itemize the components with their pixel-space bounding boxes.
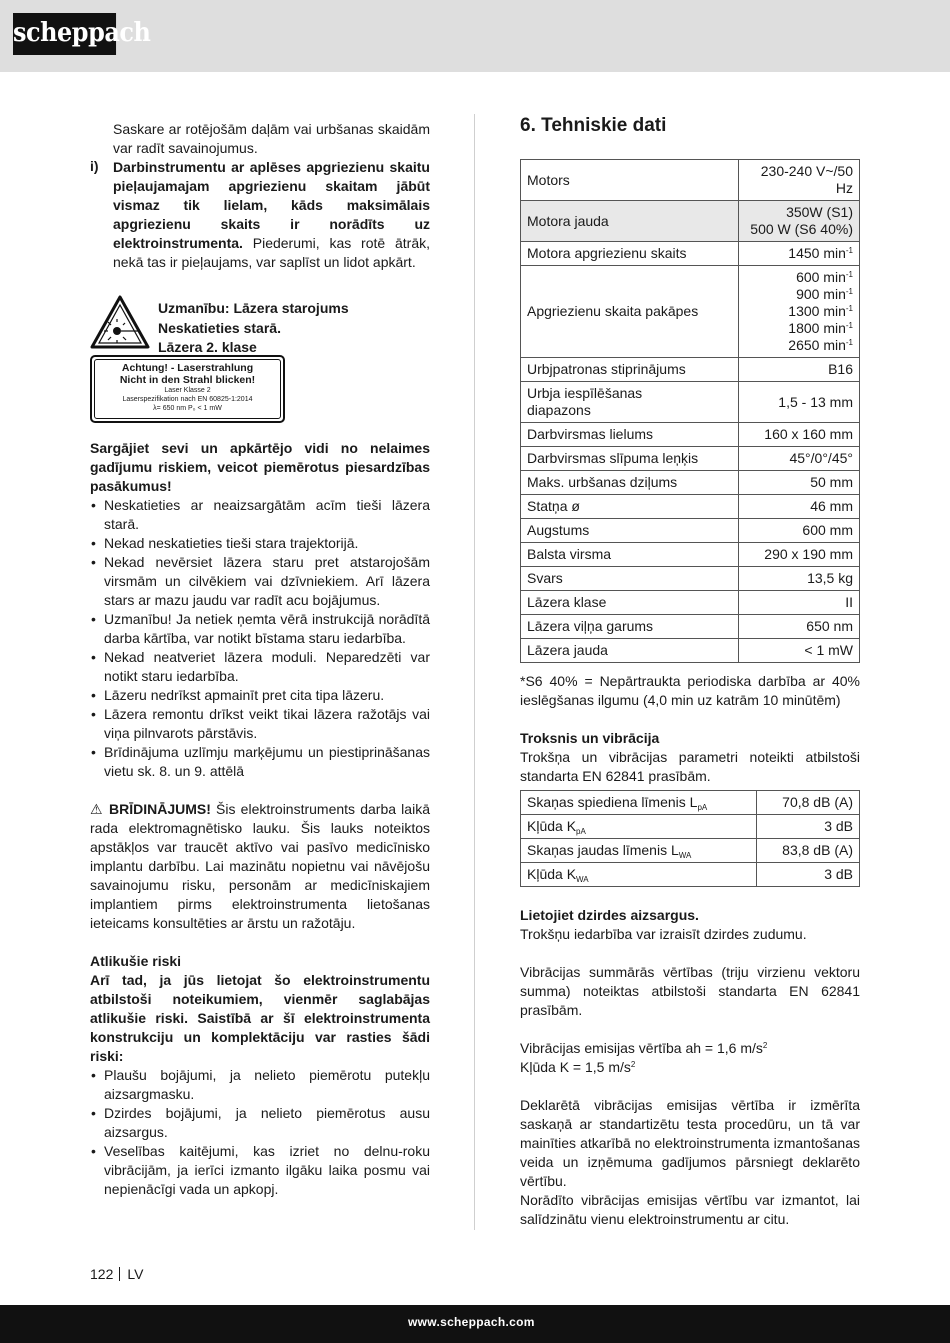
spec-label: Lāzera viļņa garums	[521, 615, 739, 639]
page-footer-number	[90, 1266, 143, 1282]
table-row	[521, 615, 860, 639]
declared-text: Deklarētā vibrācijas emisijas vērtība ir izmērīta saskaņā ar standartizētu testa procedūru, un tā var mainīties atkarībā no elektroinstrumenta izmantošanas veida un izņēmuma gadījumos pārsniegt deklarēto vērtību.	[520, 1097, 860, 1189]
table-row	[521, 591, 860, 615]
value-text: 600 min	[796, 269, 846, 285]
noise-title: Troksnis un vibrācija	[520, 730, 660, 746]
spec-label: Urbja iespīlēšanas diapazons	[521, 382, 739, 423]
table-row	[521, 519, 860, 543]
spec-value: 46 mm	[739, 495, 860, 519]
hearing-title: Lietojiet dzirdes aizsargus.	[520, 907, 699, 923]
vibration-error	[520, 1058, 860, 1077]
residual-risks-intro: Arī tad, ja jūs lietojat šo elektroinstrumentu atbilstoši noteikumiem, vienmēr saglabājas atlikušie riski. Saistībā ar šī elektroinstrumenta konstrukciju un komplektāciju var rasties šādi riski:	[90, 972, 430, 1064]
value-text: 1450 min	[788, 245, 846, 261]
spec-label: Apgriezienu skaita pakāpes	[521, 266, 739, 358]
noise-text: Trokšņa un vibrācijas parametri noteikti atbilstoši standarta EN 62841 prasībām.	[520, 749, 860, 784]
spec-label: Motors	[521, 160, 739, 201]
item-i-bold: Darbinstrumentu ar aplēses apgriezienu skaitu pieļaujamajam apgriezienu skaitam jābūt vismaz tik lielam, kāds maksimālais apgriezienu skaits ir norādīts uz elektroinstrumenta.	[113, 159, 430, 251]
laser-warn-line-3: Lāzera 2. klase	[158, 339, 257, 355]
hearing-text: Trokšņu iedarbība var izraisīt dzirdes zudumu.	[520, 926, 807, 942]
protect-heading: Sargājiet sevi un apkārtējo vidi no nelaimes gadījumu riskiem, veicot piemērotus piesardzības pasākumus!	[90, 440, 430, 494]
residual-risks-title: Atlikušie riski	[90, 953, 182, 969]
value-text: 900 min	[796, 286, 846, 302]
table-row	[521, 266, 860, 358]
label-line-4: Laserspezifikation nach EN 60825-1:2014	[122, 396, 253, 403]
spec-label: Svars	[521, 567, 739, 591]
warning-text: Šis elektroinstruments darba laikā rada elektromagnētisko lauku. Šis lauks noteiktos apstākļos var traucēt aktīvo vai pasīvo medicīnisko implantu darbību. Lai mazinātu nopietnu vai nāvējošu savainojumu risku, personām ar medicīniskajiem implantiem pirms elektroinstrumenta lietošanas ieteicams konsultēties ar ārstu un ražotāju.	[90, 801, 430, 931]
laser-warning-text	[158, 299, 349, 358]
spec-value: B16	[739, 358, 860, 382]
table-row	[521, 495, 860, 519]
value-text: 1800 min	[788, 320, 846, 336]
spec-label: Motora apgriezienu skaits	[521, 242, 739, 266]
spec-label: Darbvirsmas lielums	[521, 423, 739, 447]
item-i-rest: Piederumi, kas rotē ātrāk, nekā tas ir pieļaujams, var saplīst un lidot apkārt.	[113, 235, 430, 270]
residual-bullets	[90, 1066, 430, 1199]
emission-text: Vibrācijas emisijas vērtība ah = 1,6 m/s	[520, 1040, 763, 1056]
spec-value: 650 nm	[739, 615, 860, 639]
spec-label: Statņa ø	[521, 495, 739, 519]
brand-logo: scheppach	[13, 13, 116, 55]
vibration-text: Vibrācijas summārās vērtības (triju virzienu vektoru summa) noteiktas atbilstoši standarta EN 62841 prasībām.	[520, 964, 860, 1018]
header-bar	[0, 0, 950, 72]
list-item: • Nekad neatveriet lāzera moduli. Neparedzēti var notikt staru iedarbība.	[90, 648, 430, 686]
list-item: • Veselības kaitējumi, kas izriet no delnu-roku vibrācijām, ja ierīci izmanto ilgāku laika posmu vai nepienācīgi vada un apkopj.	[90, 1142, 430, 1199]
table-row	[521, 201, 860, 242]
list-item: • Brīdinājuma uzlīmju marķējumu un piestiprināšanas vietu sk. 8. un 9. attēlā	[90, 743, 430, 781]
laser-warn-line-2: Neskatieties starā.	[158, 319, 281, 336]
label-sub: WA	[576, 875, 589, 884]
spec-label: Lāzera jauda	[521, 639, 739, 663]
error-sup: 2	[630, 1060, 636, 1069]
spec-label: Urbjpatronas stiprinājums	[521, 358, 739, 382]
label-line-2: Nicht in den Strahl blicken!	[119, 374, 256, 386]
list-item: • Plaušu bojājumi, ja nelieto piemērotu putekļu aizsargmasku.	[90, 1066, 430, 1104]
value-sup: -1	[845, 321, 853, 330]
language-code: LV	[127, 1266, 144, 1282]
value-sup: -1	[845, 270, 853, 279]
s6-note: *S6 40% = Nepārtraukta periodiska darbība ar 40% ieslēgšanas ilgumu (4,0 min uz katrām 10 minūtēm)	[520, 673, 860, 708]
label-text: Kļūda K	[527, 866, 577, 882]
spec-value: 45°/0°/45°	[739, 447, 860, 471]
table-row	[521, 567, 860, 591]
warning-bold: BRĪDINĀJUMS!	[103, 801, 211, 817]
spec-value: 600 mm	[739, 519, 860, 543]
intro-continuation: Saskare ar rotējošām daļām vai urbšanas skaidām var radīt savainojumus.	[113, 121, 430, 156]
spec-value: 290 x 190 mm	[739, 543, 860, 567]
laser-warn-line-1: Uzmanību: Lāzera starojums	[158, 300, 349, 316]
noise-value: 3 dB	[757, 863, 860, 887]
page-number: 122	[90, 1266, 114, 1282]
spec-value: < 1 mW	[739, 639, 860, 663]
spec-value	[739, 266, 860, 358]
error-text: Kļūda K = 1,5 m/s	[520, 1059, 631, 1075]
compare-text: Norādīto vibrācijas emisijas vērtību var izmantot, lai salīdzinātu vienu elektroinstrumentu ar citu.	[520, 1192, 860, 1227]
column-divider	[474, 114, 475, 1230]
table-row	[521, 447, 860, 471]
label-text: Kļūda K	[527, 818, 577, 834]
spec-label: Augstums	[521, 519, 739, 543]
spec-value: 350W (S1) 500 W (S6 40%)	[739, 201, 860, 242]
laser-bullets	[90, 496, 430, 781]
spec-label: Darbvirsmas slīpuma leņķis	[521, 447, 739, 471]
vibration-emission	[520, 1039, 860, 1058]
spec-value: 160 x 160 mm	[739, 423, 860, 447]
list-item: • Uzmanību! Ja netiek ņemta vērā instrukcijā norādītā darba kārtība, var notikt bīstama staru iedarbība.	[90, 610, 430, 648]
right-column	[520, 113, 860, 1229]
list-item: • Nekad neskatieties tieši stara trajektorijā.	[90, 534, 430, 553]
noise-table	[520, 790, 860, 887]
value-text: 2650 min	[788, 337, 846, 353]
label-text: Skaņas jaudas līmenis L	[527, 842, 679, 858]
list-item: • Nekad nevērsiet lāzera staru pret atstarojošām virsmām un cilvēkiem vai dzīvniekiem. Arī lāzera stars ar mazu jaudu var radīt acu bojājumus.	[90, 553, 430, 610]
website-link[interactable]: www.scheppach.com	[408, 1315, 535, 1329]
list-marker: i)	[90, 158, 99, 174]
spec-value: 230-240 V~/50 Hz	[739, 160, 860, 201]
table-row	[521, 639, 860, 663]
noise-value: 70,8 dB (A)	[757, 791, 860, 815]
label-sub: pA	[576, 827, 586, 836]
label-line-5: λ= 650 nm P₀ < 1 mW	[153, 405, 222, 412]
spec-value: 1,5 - 13 mm	[739, 382, 860, 423]
section-title: 6. Tehniskie dati	[520, 115, 667, 136]
noise-label	[521, 863, 757, 887]
list-item: • Lāzeru nedrīkst apmainīt pret cita tipa lāzeru.	[90, 686, 430, 705]
table-row	[521, 471, 860, 495]
spec-value: 50 mm	[739, 471, 860, 495]
table-row	[521, 791, 860, 815]
table-row	[521, 423, 860, 447]
noise-label	[521, 839, 757, 863]
spec-label: Lāzera klase	[521, 591, 739, 615]
spec-label: Maks. urbšanas dziļums	[521, 471, 739, 495]
value-text: 1300 min	[788, 303, 846, 319]
table-row	[521, 543, 860, 567]
label-line-3: Laser Klasse 2	[164, 387, 211, 394]
table-row	[521, 358, 860, 382]
value-sup: -1	[845, 338, 853, 347]
spec-value: 13,5 kg	[739, 567, 860, 591]
table-row	[521, 382, 860, 423]
left-column	[90, 120, 430, 1199]
emf-warning	[90, 800, 430, 933]
laser-class-label	[90, 355, 285, 423]
label-sub: pA	[697, 803, 708, 812]
list-item: • Lāzera remontu drīkst veikt tikai lāzera ražotājs vai viņa pilnvarots pārstāvis.	[90, 705, 430, 743]
noise-value: 83,8 dB (A)	[757, 839, 860, 863]
label-sub: WA	[678, 851, 692, 860]
spec-value	[739, 242, 860, 266]
item-i-text	[113, 158, 430, 272]
emission-sup: 2	[762, 1041, 768, 1050]
noise-label	[521, 791, 757, 815]
label-line-1: Achtung! - Laserstrahlung	[121, 362, 254, 374]
laser-warning-icon	[90, 295, 150, 349]
table-row	[521, 863, 860, 887]
label-text: Skaņas spiediena līmenis L	[527, 794, 698, 810]
spec-table	[520, 159, 860, 663]
table-row	[521, 160, 860, 201]
value-sup: -1	[845, 287, 853, 296]
warning-triangle-icon: ⚠	[90, 801, 104, 817]
noise-value: 3 dB	[757, 815, 860, 839]
noise-label	[521, 815, 757, 839]
table-row	[521, 242, 860, 266]
spec-value: II	[739, 591, 860, 615]
spec-label: Balsta virsma	[521, 543, 739, 567]
list-item: • Dzirdes bojājumi, ja nelieto piemērotus ausu aizsargus.	[90, 1104, 430, 1142]
value-sup: -1	[845, 304, 853, 313]
value-sup: -1	[845, 246, 853, 255]
footer-bar	[0, 1305, 950, 1343]
list-item: • Neskatieties ar neaizsargātām acīm tieši lāzera starā.	[90, 496, 430, 534]
spec-label: Motora jauda	[521, 201, 739, 242]
table-row	[521, 839, 860, 863]
list-item-i	[90, 158, 430, 272]
table-row	[521, 815, 860, 839]
laser-warning-block	[90, 295, 430, 425]
